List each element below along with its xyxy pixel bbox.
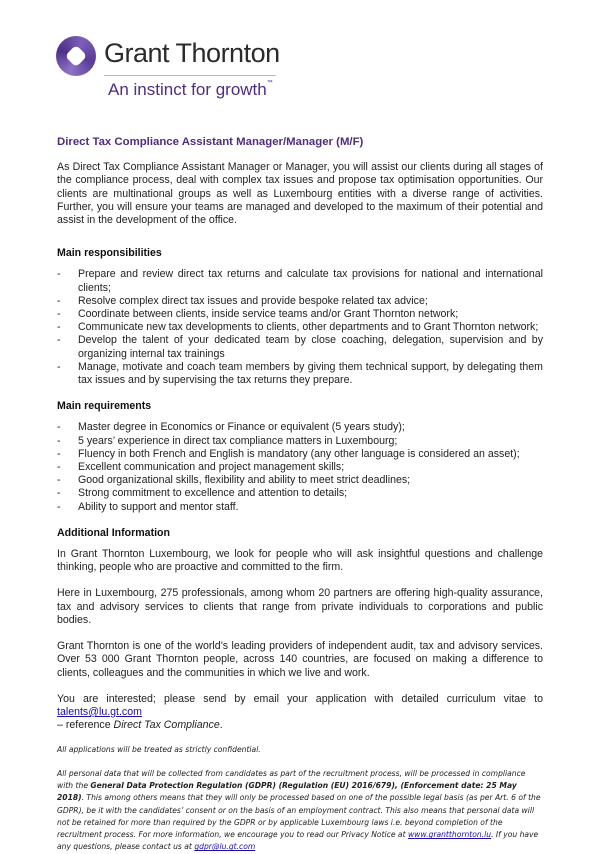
job-title: Direct Tax Compliance Assistant Manager/Manager (M/F)	[57, 136, 364, 148]
additional-info-heading: Additional Information	[57, 526, 170, 539]
list-item: - 5 years’ experience in direct tax compliance matters in Luxembourg;	[57, 434, 398, 447]
list-item: - Master degree in Economics or Finance or equivalent (5 years study);	[57, 421, 405, 434]
grant-thornton-logo-icon	[56, 36, 96, 76]
list-item: - Prepare and review direct tax returns and calculate tax provisions for national and international clients;	[57, 268, 543, 294]
logo-company-name: Grant Thornton	[104, 38, 280, 68]
list-item: - Ability to support and mentor staff.	[57, 500, 239, 513]
privacy-notice-link[interactable]: www.grantthornton.lu	[407, 830, 492, 840]
list-item: - Develop the talent of your dedicated team by close coaching, delegation, supervision and by organizing internal tax trainings	[57, 334, 543, 360]
gdpr-notice: All personal data that will be collected from candidates as part of the recruitment process, will be processed in compliance with the General Data Protection Regulation (GDPR) (Regulation (EU) 2016/679), (Enforcement date: 25 May 2018). This among others means that they will only be processed based on one of the possible legal basis (as per Art. 6 of the GDPR), be it with the candidates’ consent or on the basis of an employment contract. This also means that personal data will not be retained for more than required by the GDPR or by applicable Luxembourg laws i.e. beyond completion of the recruitment process. For more information, we encourage you to read our Privacy Notice at www.grantthornton.lu. If you have any questions, please contact us at gdpr@lu.gt.com	[57, 768, 541, 852]
responsibilities-list	[57, 268, 543, 387]
apply-paragraph: You are interested; please send by email your application with detailed curriculum vitae to talents@lu.gt.com – reference Direct Tax Compliance.	[57, 692, 543, 732]
requirements-heading: Main requirements	[57, 400, 152, 413]
gdpr-email-link[interactable]: gdpr@lu.gt.com	[194, 842, 256, 852]
reference-name: Direct Tax Compliance	[113, 719, 220, 732]
company-logo	[56, 32, 316, 112]
list-item: - Strong commitment to excellence and attention to details;	[57, 487, 348, 500]
list-item: - Coordinate between clients, inside service teams and/or Grant Thornton network;	[57, 308, 459, 321]
intro-paragraph: As Direct Tax Compliance Assistant Manager or Manager, you will assist our clients during all stages of the compliance process, deal with complex tax issues and propose tax optimisation opportunities. Our clients are multinational groups as well as Luxembourg entities with a diverse range of activities. Further, you will ensure your teams are managed and developed to the maximum of their potential and assist in the development of the office.	[57, 161, 543, 227]
list-item: - Communicate new tax developments to clients, other departments and to Grant Thornton network;	[57, 321, 539, 334]
talents-email-link[interactable]: talents@lu.gt.com	[57, 705, 142, 718]
confidentiality-note: All applications will be treated as strictly confidential.	[57, 745, 261, 755]
additional-paragraph-2: Here in Luxembourg, 275 professionals, among whom 20 partners are offering high-quality assurance, tax and advisory services to clients that range from private individuals to corporations and public bodies.	[57, 587, 543, 626]
logo-divider	[104, 75, 276, 76]
logo-tagline: An instinct for growth™	[108, 80, 273, 99]
list-item: - Excellent communication and project management skills;	[57, 461, 345, 474]
list-item: - Fluency in both French and English is mandatory (any other language is considered an asset);	[57, 447, 520, 460]
requirements-list	[57, 421, 543, 513]
additional-paragraph-3: Grant Thornton is one of the world’s leading providers of independent audit, tax and advisory services. Over 53 000 Grant Thornton people, across 140 countries, are focused on making a difference to clients, colleagues and the communities in which we live and work.	[57, 640, 543, 679]
responsibilities-heading: Main responsibilities	[57, 247, 162, 260]
additional-paragraph-1: In Grant Thornton Luxembourg, we look for people who will ask insightful questions and challenge thinking, people who are proactive and committed to the firm.	[57, 548, 543, 574]
list-item: - Resolve complex direct tax issues and provide bespoke related tax advice;	[57, 294, 428, 307]
job-posting	[57, 136, 543, 854]
gdpr-regulation: General Data Protection Regulation (GDPR) (Regulation (EU) 2016/679), (Enforcement date: 25 May 2018)	[57, 780, 517, 803]
list-item: - Manage, motivate and coach team members by giving them technical support, by delegating them tax issues and by supervising the tax returns they prepare.	[57, 360, 543, 387]
list-item: - Good organizational skills, flexibility and ability to meet strict deadlines;	[57, 474, 411, 487]
